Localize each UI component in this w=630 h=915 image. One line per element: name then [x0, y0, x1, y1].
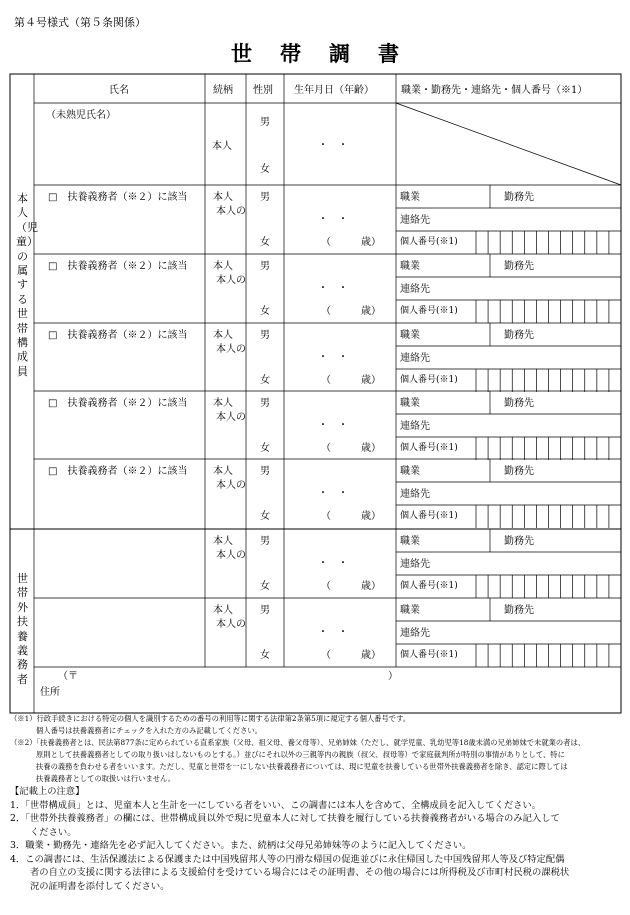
member-2-dependent-checkbox[interactable]: □ 扶養義務者（※２）に該当 [48, 261, 188, 272]
member-2-relation-self: 本人 [213, 261, 233, 272]
member-7-contact-label: 連絡先 [400, 628, 430, 639]
member-1-sex-female: 女 [260, 237, 270, 248]
member-5-job-label: 職業 [400, 466, 420, 477]
form-number: 第４号様式（第５条関係） [14, 16, 146, 29]
member-2-relation-no: 本人の [216, 275, 246, 286]
member-7-birth-date: ・ ・ [318, 627, 348, 638]
address-label: 住所 [40, 687, 60, 698]
member-7-employer-field[interactable] [540, 603, 615, 615]
member-7-relation-no: 本人の [216, 619, 246, 630]
rule-3: 3．職業・勤務先・連絡先を必ず記入してください。また、続柄は父母兄弟姉妹等のように記入してください。 [10, 840, 472, 851]
member-6-relation-self: 本人 [213, 536, 233, 547]
member-2-contact-field[interactable] [440, 282, 615, 294]
member-1-birth-date: ・ ・ [318, 214, 348, 225]
member-7-id-number-label: 個人番号(※1) [400, 650, 458, 660]
member-1-relation-no: 本人の [216, 206, 246, 217]
member-7-job-label: 職業 [400, 605, 420, 616]
member-6-job-label: 職業 [400, 536, 420, 547]
member-5-employer-field[interactable] [540, 464, 615, 476]
member-2-employer-field[interactable] [540, 259, 615, 271]
header-sex: 性別 [253, 85, 273, 96]
sex-female: 女 [260, 164, 270, 175]
member-7-sex-male: 男 [260, 605, 270, 616]
note-2b: 原則として扶養義務者としての取り扱いはしないものとする。）並びにそれ以外の三親等内の親族（叔父、叔母等）で家庭裁判所が特別の事情がありとして、特に [36, 750, 565, 759]
member-1-job-label: 職業 [400, 192, 420, 203]
child-name-field[interactable] [40, 125, 200, 137]
member-3-employer-field[interactable] [540, 328, 615, 340]
member-6-relation-no: 本人の [216, 550, 246, 561]
member-1-job-field[interactable] [430, 190, 485, 202]
note-1: （※1）行政手続きにおける特定の個人を識別するための番号の利用等に関する法律第2条第5項に規定する個人番号です。 [10, 714, 411, 723]
member-4-sex-male: 男 [260, 398, 270, 409]
member-2-job-field[interactable] [430, 259, 485, 271]
member-1-employer-field[interactable] [540, 190, 615, 202]
member-4-job-label: 職業 [400, 398, 420, 409]
member-7-employer-label: 勤務先 [504, 605, 534, 616]
rule-1: 1．「世帯構成員」とは、児童本人と生計を一にしている者をいい、この調書には本人を含めて、全構成員を記入してください。 [10, 799, 542, 811]
member-5-id-number-label: 個人番号(※1) [400, 511, 458, 521]
child-name-label: （未熟児氏名） [46, 110, 116, 121]
member-6-name-field[interactable] [40, 557, 200, 569]
member-7-sex-female: 女 [260, 650, 270, 661]
member-1-employer-label: 勤務先 [504, 192, 534, 203]
member-4-sex-female: 女 [260, 443, 270, 454]
note-1b: 個人番号は扶養義務者にチェックを入れた方のみ記載してください。 [36, 726, 262, 735]
instructions [10, 785, 622, 893]
member-6-birth-date: ・ ・ [318, 558, 348, 569]
member-3-contact-field[interactable] [440, 351, 615, 363]
member-6-id-number-label: 個人番号(※1) [400, 581, 458, 591]
member-3-age: （ 歳） [321, 375, 381, 386]
member-7-contact-field[interactable] [440, 626, 615, 638]
header-birth: 生年月日（年齢） [294, 85, 374, 96]
member-2-job-label: 職業 [400, 261, 420, 272]
address-field[interactable] [70, 686, 610, 698]
birth-date: ・ ・ [318, 140, 348, 151]
member-5-dependent-checkbox[interactable]: □ 扶養義務者（※２）に該当 [48, 466, 188, 477]
header-relation: 続柄 [213, 85, 233, 96]
member-2-id-number-label: 個人番号(※1) [400, 306, 458, 316]
member-1-id-number-label: 個人番号(※1) [400, 237, 458, 247]
member-2-birth-date: ・ ・ [318, 283, 348, 294]
member-5-name-field[interactable] [40, 487, 200, 499]
member-6-job-field[interactable] [430, 534, 485, 546]
member-6-employer-label: 勤務先 [504, 536, 534, 547]
member-4-age: （ 歳） [321, 443, 381, 454]
member-2-sex-female: 女 [260, 306, 270, 317]
member-2-contact-label: 連絡先 [400, 284, 430, 295]
member-1-sex-male: 男 [260, 192, 270, 203]
member-3-relation-no: 本人の [216, 344, 246, 355]
rule-4: 4．この調書には、生活保護法による保護または中国残留邦人等の円滑な帰国の促進並びに永住帰国した中国残留邦人等及び特定配偶 [10, 853, 565, 865]
member-7-name-field[interactable] [40, 626, 200, 638]
member-3-contact-label: 連絡先 [400, 353, 430, 364]
member-7-job-field[interactable] [430, 603, 485, 615]
member-5-contact-field[interactable] [440, 487, 615, 499]
member-7-relation-self: 本人 [213, 605, 233, 616]
member-5-job-field[interactable] [430, 464, 485, 476]
member-3-sex-female: 女 [260, 375, 270, 386]
member-4-contact-field[interactable] [440, 419, 615, 431]
member-4-contact-label: 連絡先 [400, 421, 430, 432]
member-5-relation-self: 本人 [213, 466, 233, 477]
member-6-employer-field[interactable] [540, 534, 615, 546]
member-2-name-field[interactable] [40, 282, 200, 294]
member-4-job-field[interactable] [430, 396, 485, 408]
member-1-contact-label: 連絡先 [400, 215, 430, 226]
member-4-employer-label: 勤務先 [504, 398, 534, 409]
rule-4c: 況の証明書を添付してください。 [30, 880, 170, 892]
member-5-sex-female: 女 [260, 511, 270, 522]
note-2c: 扶養の義務を負わせる者をいいます。ただし、児童と世帯を一にしない扶養義務者については、現に児童を扶養している世帯外扶養義務者を除き、認定に際しては [36, 762, 568, 771]
member-3-job-field[interactable] [430, 328, 485, 340]
member-6-sex-female: 女 [260, 581, 270, 592]
member-5-employer-label: 勤務先 [504, 466, 534, 477]
member-6-contact-label: 連絡先 [400, 559, 430, 570]
member-7-age: （ 歳） [321, 650, 381, 661]
member-3-dependent-checkbox[interactable]: □ 扶養義務者（※２）に該当 [48, 330, 188, 341]
member-4-relation-self: 本人 [213, 398, 233, 409]
rule-2b: ください。 [30, 826, 77, 838]
instructions-title: 【記載上の注意】 [10, 786, 85, 797]
member-2-age: （ 歳） [321, 306, 381, 317]
member-3-birth-date: ・ ・ [318, 352, 348, 363]
member-1-relation-self: 本人 [213, 192, 233, 203]
member-2-employer-label: 勤務先 [504, 261, 534, 272]
member-4-id-number-label: 個人番号(※1) [400, 443, 458, 453]
member-4-birth-date: ・ ・ [318, 420, 348, 431]
rule-2: 2．「世帯外扶養義務者」の欄には、世帯構成員以外で現に児童本人に対して扶養を履行している扶養義務者がいる場合のみ記入して [10, 813, 560, 824]
member-3-employer-label: 勤務先 [504, 330, 534, 341]
member-4-dependent-checkbox[interactable]: □ 扶養義務者（※２）に該当 [48, 398, 188, 409]
member-5-contact-label: 連絡先 [400, 489, 430, 500]
page-title: 世帯調書 [231, 41, 427, 66]
member-4-employer-field[interactable] [540, 396, 615, 408]
rule-4b: 者の自立の支援に関する法律による支援給付を受けている場合にはその証明書、その他の場合には所得税及び市町村民税の課税状 [30, 867, 570, 878]
member-5-age: （ 歳） [321, 511, 381, 522]
member-3-sex-male: 男 [260, 330, 270, 341]
member-1-name-field[interactable] [40, 213, 200, 225]
member-4-name-field[interactable] [40, 419, 200, 431]
relation-self: 本人 [212, 141, 232, 152]
footnotes [10, 713, 622, 785]
member-3-id-number-label: 個人番号(※1) [400, 375, 458, 385]
member-1-age: （ 歳） [321, 237, 381, 248]
member-5-sex-male: 男 [260, 466, 270, 477]
postal-code-field: （〒 ） [58, 671, 398, 682]
member-6-sex-male: 男 [260, 536, 270, 547]
note-2d: 扶養義務者としての取扱いは行いません。 [36, 774, 176, 783]
section-outside-dependents: 世帯外扶養義務者 [17, 572, 28, 686]
section-household-members: 本人（児童）の属する世帯構成員 [16, 192, 38, 378]
header-work: 職業・勤務先・連絡先・個人番号（※1） [401, 85, 588, 96]
member-1-contact-field[interactable] [440, 213, 615, 225]
member-3-job-label: 職業 [400, 330, 420, 341]
member-5-birth-date: ・ ・ [318, 488, 348, 499]
member-3-relation-self: 本人 [213, 330, 233, 341]
member-3-name-field[interactable] [40, 351, 200, 363]
sex-male: 男 [260, 117, 270, 128]
member-6-age: （ 歳） [321, 581, 381, 592]
note-2: （※2）「扶養義務者とは、民法第877条に定められている直系家族（父母、祖父母、養父母等）、兄弟姉妹（ただし、就学児童、乳幼児等18歳未満の兄弟姉妹で未就業の者は、 [10, 738, 586, 747]
member-1-dependent-checkbox[interactable]: □ 扶養義務者（※２）に該当 [48, 192, 188, 203]
header-name: 氏名 [109, 85, 129, 96]
member-4-relation-no: 本人の [216, 412, 246, 423]
member-5-relation-no: 本人の [216, 480, 246, 491]
member-6-contact-field[interactable] [440, 557, 615, 569]
member-2-sex-male: 男 [260, 261, 270, 272]
